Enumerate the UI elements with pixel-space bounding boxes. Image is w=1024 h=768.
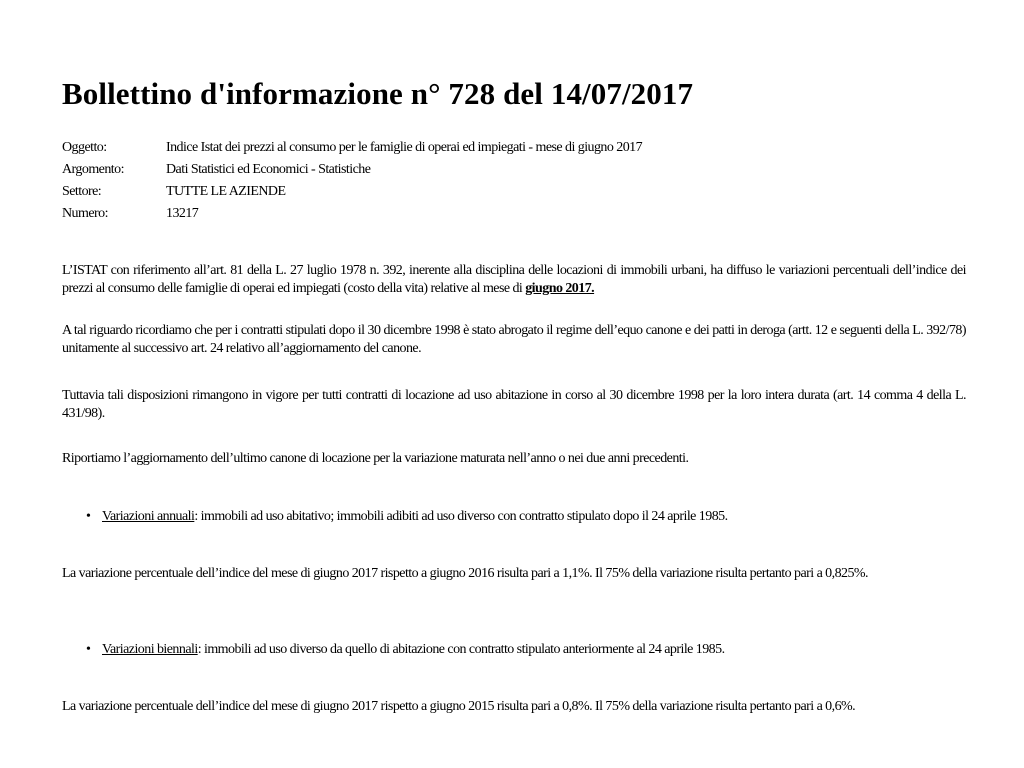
paragraph-abrogation: A tal riguardo ricordiamo che per i contratti stipulati dopo il 30 dicembre 1998 è stato abrogato il regime dell’equo canone e dei patti in deroga (artt. 12 e seguenti della L. 392/78) unitamente al successivo art. 24 relativo all’aggiornamento del canone. (62, 323, 966, 356)
meta-row-argomento (62, 159, 642, 181)
list-item-biennial-head: Variazioni biennali (102, 642, 198, 657)
list-item-annual (86, 508, 728, 526)
bullet-icon: • (86, 642, 91, 657)
list-item-biennial (86, 641, 725, 659)
paragraph-update: Riportiamo l’aggiornamento dell’ultimo canone di locazione per la variazione maturata nell’anno o nei due anni precedenti. (62, 451, 689, 466)
list-item-biennial-text: : immobili ad uso diverso da quello di abitazione con contratto stipulato anteriormente al 24 aprile 1985. (197, 642, 725, 657)
paragraph-annual-variation: La variazione percentuale dell’indice del mese di giugno 2017 rispetto a giugno 2016 risulta pari a 1,1%. Il 75% della variazione risulta pertanto pari a 0,825%. (62, 566, 868, 581)
paragraph-validity: Tuttavia tali disposizioni rimangono in vigore per tutti contratti di locazione ad uso abitazione in corso al 30 dicembre 1998 per la loro intera durata (art. 14 comma 4 della L. 431/98). (62, 388, 966, 421)
meta-value-settore: TUTTE LE AZIENDE (166, 184, 286, 199)
meta-value-numero: 13217 (166, 206, 199, 221)
meta-label-oggetto: Oggetto: (62, 140, 107, 155)
page-title: Bollettino d'informazione n° 728 del 14/07/2017 (62, 76, 694, 111)
meta-value-oggetto: Indice Istat dei prezzi al consumo per le famiglie di operai ed impiegati - mese di giugno 2017 (166, 140, 643, 155)
paragraph-intro-text: L’ISTAT con riferimento all’art. 81 della L. 27 luglio 1978 n. 392, inerente alla disciplina delle locazioni di immobili urbani, ha diffuso le variazioni percentuali dell’indice dei prezzi al consumo delle famiglie di operai ed impiegati (costo della vita) relative al mese di (62, 263, 966, 296)
meta-row-oggetto (62, 137, 642, 159)
meta-label-argomento: Argomento: (62, 162, 124, 177)
meta-row-numero (62, 203, 642, 225)
paragraph-biennial-variation: La variazione percentuale dell’indice del mese di giugno 2017 rispetto a giugno 2015 risulta pari a 0,8%. Il 75% della variazione risulta pertanto pari a 0,6%. (62, 699, 856, 714)
list-item-annual-head: Variazioni annuali (102, 509, 195, 524)
list-item-annual-text: : immobili ad uso abitativo; immobili adibiti ad uso diverso con contratto stipulato dopo il 24 aprile 1985. (194, 509, 728, 524)
meta-label-numero: Numero: (62, 206, 108, 221)
paragraph-intro (62, 262, 966, 298)
meta-value-argomento: Dati Statistici ed Economici - Statistiche (166, 162, 371, 177)
bullet-icon: • (86, 509, 91, 524)
meta-label-settore: Settore: (62, 184, 102, 199)
meta-row-settore (62, 181, 642, 203)
paragraph-intro-month: giugno 2017. (525, 281, 595, 296)
metadata-table (62, 137, 642, 225)
